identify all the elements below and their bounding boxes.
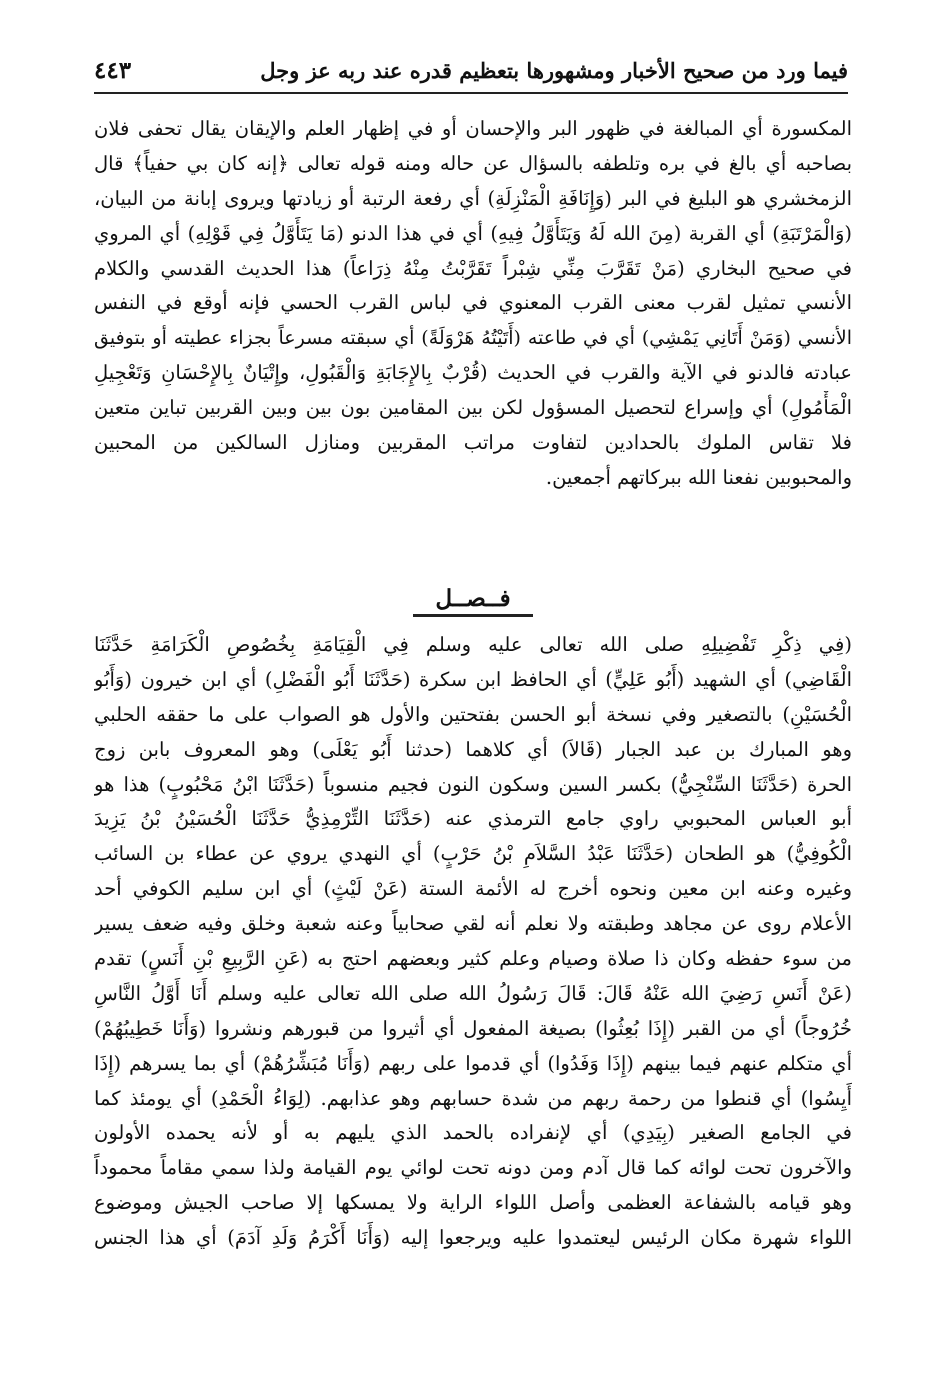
- text-line: والمحبوبين نفعنا الله ببركاتهم أجمعين.: [545, 465, 852, 489]
- text-line: اللواء شهرة مكان الرئيس ليعتمدوا عليه ويرجعوا إليه (وَأَنَا أَكْرَمُ وَلَدِ آدَمَ) أي هذا الجنس: [94, 1226, 852, 1250]
- text-line: من سوء حفظه وكان ذا صلاة وصيام وعلم كثير وبعضهم احتج به (عَنِ الرَّبِيعِ بْنِ أَنَسٍ) تقدم: [94, 947, 852, 971]
- text-line: الأعلام روى عن مجاهد وطبقته ولا نعلم أنه لقي صحابياً وعنه شعبة وخلق وفيه ضعف يسير: [94, 912, 852, 936]
- text-line: فلا تقاس الملوك بالحدادين لتفاوت مراتب المقربين ومنازل السالكين من المحبين: [94, 431, 852, 455]
- text-line: والآخرون تحت لوائه كما قال آدم ومن دونه تحت لوائي يوم القيامة ولذا سمي مقاماً محموداً: [94, 1156, 852, 1180]
- text-line: عبادته فالدنو في الآية والقرب في الحديث (قُرْبٌ بِالإِجَابَةِ وَالْقَبُولِ، وإِتْيَانٌ بِالإِحْسَانِ وَتَعْجِيلِ: [94, 361, 852, 385]
- section-heading: [94, 585, 852, 612]
- text-line: (وَالْمَرْتَبَةِ) أي القربة (مِنَ الله لَهُ وَيَتَأَوَّلُ فِيهِ) أي في هذا الدنو (مَا يَتَأَوَّلُ فِي قَوْلِهِ) أي المروي: [94, 221, 852, 245]
- text-line: (عَنْ أَنَسِ رَضِيَ الله عَنْهُ قَالَ: قَالَ رَسُولُ الله صلى الله تعالى عليه وسلم أَنَا أَوَّلُ النَّاسِ: [94, 981, 852, 1005]
- text-line: أي متكلم عنهم فيما بينهم (إِذَا وَفَدُوا) أي قدموا على ربهم (وَأَنَا مُبَشِّرُهُمْ) أي بما يسرهم (إِذَا: [94, 1051, 852, 1075]
- text-line: خُرُوجاً) أي من القبر (إِذَا بُعِثُوا) بصيغة المفعول أي أثيروا من قبورهم ونشروا (وَأَنَا خَطِيبُهُمْ): [94, 1016, 852, 1040]
- page-number: ٤٤٣: [94, 56, 132, 84]
- text-line: في الجامع الصغير (بِيَدِي) أي لإنفراده بالحمد الذي يليهم به أو لأنه يحمده الأولون: [94, 1121, 852, 1145]
- text-line: الْمَأْمُولِ) أي وإسراع لتحصيل المسؤول لكن بين المقامين بون بين وبين القربين تباين متعين: [94, 396, 852, 420]
- text-line: الأنسي تمثيل لقرب معنى القرب المعنوي في لباس القرب الحسي فإنه أوقع في النفس: [94, 291, 852, 315]
- text-line: الحرة (حَدَّثَنَا السِّنْجِيُّ) بكسر السين وسكون النون فجيم منسوباً (حَدَّثَنَا ابْنُ مَحْبُوبٍ) هذا هو: [94, 772, 852, 796]
- text-line: الْقَاضِي) أي الشهيد (أَبُو عَلِيٍّ) أي الحافظ ابن سكرة (حَدَّثَنَا أَبُو الْفَضْلِ) أي ابن خيرون (وَأَبُو: [94, 667, 852, 691]
- page-header: [94, 48, 848, 94]
- running-title: فيما ورد من صحيح الأخبار ومشهورها بتعظيم قدره عند ربه عز وجل: [260, 57, 848, 83]
- text-line: الزمخشري هو البليغ في البر (وَإِنَافَةِ الْمَنْزِلَةِ) أي رفعة الرتبة أو زيادتها ويروى إبانة من البيان،: [94, 186, 852, 210]
- section-heading-label: فــصــل: [413, 585, 532, 617]
- text-line: الأنسي (وَمَنْ أَتَانِي يَمْشِي) أي في طاعته (أَتَيْتُهُ هَرْوَلَةً) أي سبقته مسرعاً بجزاء عطيته أو بتوفيق: [94, 327, 852, 350]
- text-line: الْكُوفِيُّ) هو الطحان (حَدَّثَنَا عَبْدُ السَّلاَمِ بْنُ حَرْبٍ) أي النهدي يروي عن عطاء بن السائب: [94, 842, 852, 866]
- text-line: أبو العباس المحبوبي راوي جامع الترمذي عنه (حَدَّثَنَا التِّرْمِذِيُّ حَدَّثَنَا الْحُسَيْنُ بْنُ يَزِيدَ: [94, 807, 852, 831]
- text-line: وغيره وعنه ابن معين ونحوه أخرج له الأئمة الستة (عَنْ لَيْثٍ) أي ابن سليم الكوفي أحد: [94, 877, 852, 901]
- text-line: وهو قيامه بالشفاعة العظمى وأصل اللواء الراية ولا يمسكها إلا صاحب الجيش وموضوع: [94, 1191, 852, 1215]
- commentary-text-part1: [94, 112, 852, 496]
- text-line: في صحيح البخاري (مَنْ تَقَرَّبَ مِنِّي شِبْراً تَقَرَّبْتُ مِنْهُ ذِرَاعاً) هذا الحديث القدسي والكلام: [94, 256, 852, 280]
- text-line: الْحُسَيْنِ) بالتصغير وفي نسخة أبو الحسن بفتحتين والأول هو الصواب على ما حققه الحلبي: [94, 702, 852, 726]
- text-line: (فِي ذِكْرِ تَفْضِيلِهِ صلى الله تعالى عليه وسلم فِي الْقِيَامَةِ بِخُصُوصِ الْكَرَامَةِ حَدَّثَنَا: [94, 633, 852, 656]
- commentary-text-part2: [94, 628, 852, 1256]
- text-line: المكسورة أي المبالغة في ظهور البر والإحسان أو في إظهار العلم والإيقان يقال تحفى فلان: [94, 117, 852, 140]
- text-line: وهو المبارك بن عبد الجبار (قَالاَ) أي كلاهما (حدثنا أَبُو يَعْلَى) وهو المعروف بابن زوج: [94, 737, 852, 761]
- text-line: أَيِسُوا) أي قنطوا من رحمة ربهم من شدة حسابهم وهو عذابهم. (لِوَاءُ الْحَمْدِ) أي يومئذ كما: [94, 1086, 852, 1110]
- text-line: بصاحبه أي بالغ في بره وتلطفه بالسؤال عن حاله ومنه قوله تعالى ﴿إنه كان بي حفياً﴾ قال: [94, 151, 852, 175]
